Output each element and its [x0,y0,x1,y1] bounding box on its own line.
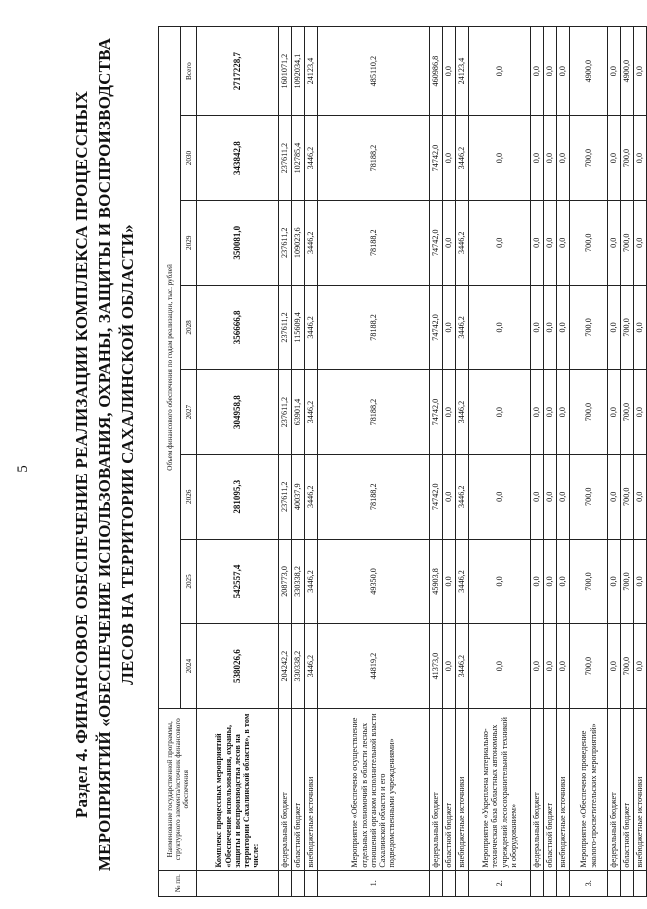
cell-total: 4900,0 [570,27,608,116]
cell-value: 0,0 [608,624,621,709]
header-name: Наименование государственной программы, структурного элемента/источник финансового обеспечения [159,708,197,870]
cell-value: 0,0 [443,116,456,201]
cell-value: 3446,2 [456,539,469,624]
cell-value: 0,0 [634,200,647,285]
cell-value: 78188,2 [318,454,430,539]
cell-value: 208773,0 [279,539,292,624]
cell-total: 0,0 [469,27,531,116]
cell-value: 41373,0 [430,624,443,709]
cell-value: 74742,0 [430,454,443,539]
row-name: внебюджетные источники [456,708,469,870]
row-name: областной бюджет [443,708,456,870]
cell-value: 63901,4 [292,370,305,455]
cell-value: 45903,8 [430,539,443,624]
cell-value: 0,0 [557,539,570,624]
cell-value: 74742,0 [430,285,443,370]
cell-value: 3446,2 [305,539,318,624]
cell-value: 0,0 [608,539,621,624]
cell-value: 3446,2 [456,116,469,201]
title-line-3: ЛЕСОВ НА ТЕРРИТОРИИ САХАЛИНСКОЙ ОБЛАСТИ» [118,224,137,685]
cell-value: 330338,2 [292,539,305,624]
cell-value: 237611,2 [279,454,292,539]
cell-value: 0,0 [531,370,544,455]
row-number [557,870,570,896]
cell-value: 700,0 [570,624,608,709]
table-row [469,27,531,897]
row-name: Мероприятие «Укреплена материально-техническая база областных автономных учреждений лесосохранительной техникой и оборудованием» [469,708,531,870]
cell-value: 237611,2 [279,370,292,455]
row-name: федеральный бюджет [279,708,292,870]
cell-value: 0,0 [531,116,544,201]
cell-value: 0,0 [443,200,456,285]
header-year: 2027 [181,370,197,455]
cell-value: 0,0 [634,285,647,370]
header-year: 2029 [181,200,197,285]
cell-value: 538026,6 [197,624,279,709]
row-name: Комплекс процессных мероприятий «Обеспечение использования, охраны, защиты и воспроизводства лесов на территории Сахалинской области», в том числе: [197,708,279,870]
cell-value: 700,0 [621,200,634,285]
cell-value: 0,0 [544,200,557,285]
cell-value: 700,0 [570,116,608,201]
cell-value: 74742,0 [430,116,443,201]
cell-value: 0,0 [557,285,570,370]
cell-value: 700,0 [621,624,634,709]
cell-value: 0,0 [469,116,531,201]
cell-value: 0,0 [608,116,621,201]
row-name: федеральный бюджет [608,708,621,870]
header-no: № пп. [159,870,197,896]
row-name: федеральный бюджет [430,708,443,870]
page-number: 5 [15,465,31,473]
cell-value: 281095,3 [197,454,279,539]
cell-value: 0,0 [608,370,621,455]
cell-value: 0,0 [544,285,557,370]
row-name: Мероприятие «Обеспечено проведение эколого-просветительских мероприятий» [570,708,608,870]
cell-value: 78188,2 [318,370,430,455]
table-row [443,27,456,897]
cell-value: 350081,0 [197,200,279,285]
table-row [544,27,557,897]
table-row [557,27,570,897]
row-number [443,870,456,896]
cell-value: 40037,9 [292,454,305,539]
cell-value: 542557,4 [197,539,279,624]
cell-value: 700,0 [570,454,608,539]
row-name: областной бюджет [544,708,557,870]
cell-total: 0,0 [544,27,557,116]
table-row [430,27,443,897]
cell-value: 0,0 [544,454,557,539]
cell-value: 700,0 [621,539,634,624]
cell-value: 3446,2 [305,200,318,285]
cell-value: 700,0 [621,370,634,455]
table-row [197,27,279,897]
cell-value: 0,0 [469,454,531,539]
cell-value: 0,0 [557,624,570,709]
table-row [531,27,544,897]
cell-total: 1601071,2 [279,27,292,116]
cell-value: 0,0 [634,116,647,201]
cell-value: 700,0 [570,285,608,370]
cell-total: 2717228,7 [197,27,279,116]
cell-value: 0,0 [469,370,531,455]
cell-value: 0,0 [443,370,456,455]
cell-value: 0,0 [544,370,557,455]
cell-value: 0,0 [469,200,531,285]
cell-value: 3446,2 [305,285,318,370]
cell-total: 0,0 [443,27,456,116]
header-year: 2025 [181,539,197,624]
cell-value: 0,0 [531,454,544,539]
cell-value: 0,0 [608,200,621,285]
cell-total: 460986,8 [430,27,443,116]
header-year: 2024 [181,624,197,709]
cell-value: 3446,2 [456,285,469,370]
cell-total: 485110,2 [318,27,430,116]
cell-value: 304958,8 [197,370,279,455]
cell-value: 0,0 [443,539,456,624]
table-row [570,27,608,897]
cell-total: 0,0 [608,27,621,116]
header-year: 2030 [181,116,197,201]
row-number [279,870,292,896]
table-row [292,27,305,897]
cell-value: 44819,2 [318,624,430,709]
cell-value: 3446,2 [305,116,318,201]
cell-total: 24123,4 [456,27,469,116]
cell-value: 237611,2 [279,116,292,201]
cell-value: 74742,0 [430,370,443,455]
cell-value: 0,0 [531,200,544,285]
row-number [292,870,305,896]
table-body [197,27,647,897]
table-row [621,27,634,897]
row-number: 1. [318,870,430,896]
row-number [621,870,634,896]
cell-value: 3446,2 [305,624,318,709]
cell-value: 356666,8 [197,285,279,370]
cell-value: 78188,2 [318,200,430,285]
cell-value: 0,0 [531,285,544,370]
cell-value: 0,0 [557,116,570,201]
cell-value: 0,0 [557,200,570,285]
cell-value: 0,0 [531,624,544,709]
row-name: внебюджетные источники [557,708,570,870]
row-number [430,870,443,896]
cell-total: 24123,4 [305,27,318,116]
cell-value: 74742,0 [430,200,443,285]
cell-value: 237611,2 [279,285,292,370]
cell-value: 0,0 [557,454,570,539]
cell-value: 78188,2 [318,285,430,370]
cell-total: 0,0 [634,27,647,116]
header-total: Всего [181,27,197,116]
cell-value: 0,0 [443,285,456,370]
table-row [279,27,292,897]
cell-value: 0,0 [469,624,531,709]
cell-value: 343842,8 [197,116,279,201]
cell-value: 109023,6 [292,200,305,285]
header-area [0,0,160,909]
cell-value: 0,0 [469,539,531,624]
cell-value: 0,0 [634,454,647,539]
cell-value: 3446,2 [456,370,469,455]
row-number [544,870,557,896]
cell-value: 700,0 [621,116,634,201]
cell-value: 3446,2 [456,624,469,709]
cell-value: 102785,4 [292,116,305,201]
cell-value: 3446,2 [305,370,318,455]
cell-value: 0,0 [544,116,557,201]
cell-value: 237611,2 [279,200,292,285]
title-line-2: МЕРОПРИЯТИЙ «ОБЕСПЕЧЕНИЕ ИСПОЛЬЗОВАНИЯ, ОХРАНЫ, ЗАЩИТЫ И ВОСПРОИЗВОДСТВА [95,37,114,872]
header-year: 2026 [181,454,197,539]
row-number: 2. [469,870,531,896]
cell-value: 0,0 [443,624,456,709]
cell-value: 0,0 [634,624,647,709]
row-name: внебюджетные источники [305,708,318,870]
cell-total: 1092034,1 [292,27,305,116]
table-row [305,27,318,897]
financing-table [158,26,647,897]
cell-value: 0,0 [634,370,647,455]
cell-value: 3446,2 [305,454,318,539]
cell-total: 0,0 [557,27,570,116]
cell-value: 700,0 [621,285,634,370]
cell-value: 115609,4 [292,285,305,370]
cell-value: 0,0 [557,370,570,455]
cell-value: 0,0 [531,539,544,624]
cell-value: 0,0 [443,454,456,539]
cell-value: 330338,2 [292,624,305,709]
header-year: 2028 [181,285,197,370]
row-number [197,870,279,896]
row-number [608,870,621,896]
cell-total: 0,0 [531,27,544,116]
row-number [456,870,469,896]
table-row [318,27,430,897]
header-group: Объем финансового обеспечения по годам реализации, тыс. рублей [159,27,181,709]
cell-value: 0,0 [544,624,557,709]
row-name: областной бюджет [621,708,634,870]
row-number [305,870,318,896]
cell-value: 78188,2 [318,116,430,201]
cell-value: 700,0 [570,539,608,624]
row-name: Мероприятие «Обеспечено осуществление отдельных полномочий в области лесных отношений органом исполнительной власти Сахалинской области и его подведомственными учреждениями» [318,708,430,870]
row-number [634,870,647,896]
cell-value: 0,0 [469,285,531,370]
cell-value: 0,0 [544,539,557,624]
table-row [456,27,469,897]
row-number: 3. [570,870,608,896]
cell-value: 0,0 [608,285,621,370]
table-row [634,27,647,897]
cell-value: 3446,2 [456,200,469,285]
cell-value: 700,0 [570,370,608,455]
row-name: областной бюджет [292,708,305,870]
title-line-1: Раздел 4. ФИНАНСОВОЕ ОБЕСПЕЧЕНИЕ РЕАЛИЗАЦИИ КОМПЛЕКСА ПРОЦЕССНЫХ [72,90,91,819]
cell-value: 49350,0 [318,539,430,624]
cell-value: 0,0 [634,539,647,624]
row-number [531,870,544,896]
cell-value: 204242,2 [279,624,292,709]
cell-value: 3446,2 [456,454,469,539]
cell-value: 0,0 [608,454,621,539]
row-name: федеральный бюджет [531,708,544,870]
cell-value: 700,0 [570,200,608,285]
row-name: внебюджетные источники [634,708,647,870]
cell-value: 700,0 [621,454,634,539]
cell-total: 4900,0 [621,27,634,116]
table-row [608,27,621,897]
